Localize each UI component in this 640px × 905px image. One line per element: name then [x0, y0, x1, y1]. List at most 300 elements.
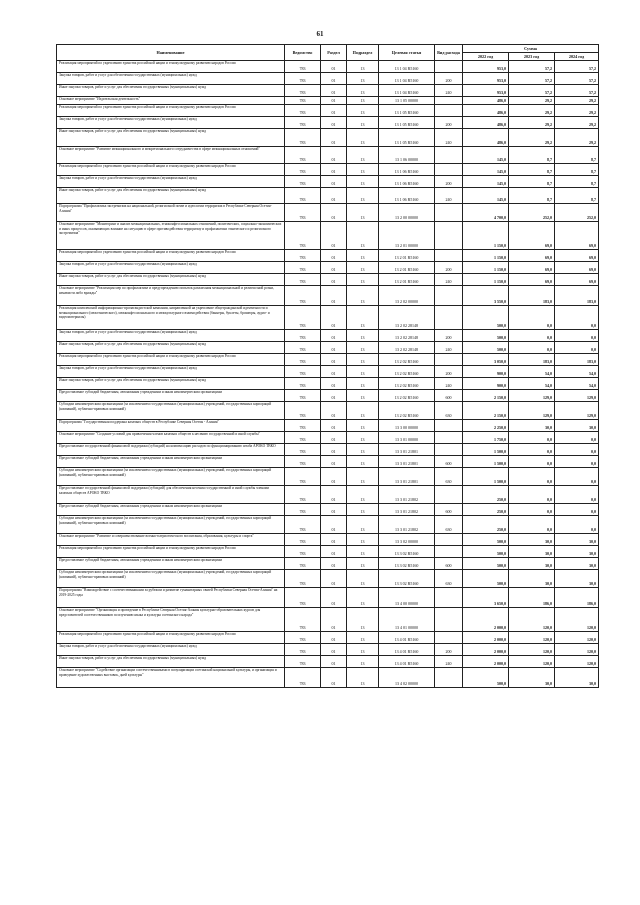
cell-sum-2023: 57,2 [509, 61, 555, 73]
cell-sum-2023: 0,0 [509, 306, 555, 330]
cell-name: Субсидии некоммерческим организациям (за исключением государственных (муниципальных) учреждений, государственных корпораций (компаний), публично-правовых компаний) [57, 570, 285, 588]
cell-subsection: 13 [347, 378, 379, 390]
cell-expense-type [435, 105, 463, 117]
cell-sum-2022: 4 700,0 [463, 204, 509, 222]
cell-name: Основное мероприятие "Реализация мер по профилактике и предупреждению попыток разжигания межнациональной и религиозной розни, ненависти либо вражды" [57, 286, 285, 306]
budget-table [56, 44, 599, 688]
cell-name: Реализация мероприятий по укреплению единства российской нации и этнокультурному развитию народов России [57, 354, 285, 366]
header-target-article: Целевая статья [379, 45, 435, 61]
cell-sum-2022: 900,0 [463, 378, 509, 390]
cell-target-article: 13 3 01 21802 [379, 504, 435, 516]
cell-department: 783 [285, 147, 321, 164]
cell-sum-2024: 186,0 [555, 588, 599, 608]
cell-department: 783 [285, 534, 321, 546]
cell-sum-2024: 120,0 [555, 632, 599, 644]
cell-department: 783 [285, 432, 321, 444]
cell-sum-2024: 69,0 [555, 250, 599, 262]
cell-name: Иные закупки товаров, работ и услуг для обеспечения государственных (муниципальных) нужд [57, 342, 285, 354]
cell-sum-2022: 486,0 [463, 129, 509, 147]
cell-section: 01 [321, 516, 347, 534]
cell-target-article: 13 3 01 21801 [379, 456, 435, 468]
cell-expense-type [435, 164, 463, 176]
cell-sum-2023: 69,0 [509, 222, 555, 250]
cell-sum-2024: 30,0 [555, 558, 599, 570]
cell-sum-2023: 30,0 [509, 570, 555, 588]
cell-section: 01 [321, 546, 347, 558]
cell-expense-type [435, 61, 463, 73]
cell-target-article: 13 3 02 R5160 [379, 558, 435, 570]
cell-target-article: 13 2 00 00000 [379, 204, 435, 222]
cell-sum-2024: 69,0 [555, 262, 599, 274]
cell-subsection: 13 [347, 97, 379, 105]
cell-sum-2024: 30,0 [555, 570, 599, 588]
cell-target-article: 13 2 01 R5160 [379, 250, 435, 262]
cell-section: 01 [321, 73, 347, 85]
cell-section: 01 [321, 456, 347, 468]
cell-department: 783 [285, 73, 321, 85]
cell-sum-2022: 145,0 [463, 176, 509, 188]
cell-name: Иные закупки товаров, работ и услуг для обеспечения государственных (муниципальных) нужд [57, 656, 285, 668]
cell-subsection: 13 [347, 588, 379, 608]
cell-name: Реализация мероприятий по укреплению единства российской нации и этнокультурному развитию народов России [57, 632, 285, 644]
cell-name: Реализация мероприятий по укреплению единства российской нации и этнокультурному развитию народов России [57, 164, 285, 176]
cell-department: 783 [285, 390, 321, 402]
cell-sum-2024: 29,2 [555, 117, 599, 129]
cell-section: 01 [321, 342, 347, 354]
cell-subsection: 13 [347, 668, 379, 688]
cell-name: Предоставление субсидий бюджетным, автономным учреждениям и иным некоммерческим организациям [57, 390, 285, 402]
cell-expense-type [435, 147, 463, 164]
cell-section: 01 [321, 644, 347, 656]
table-row [57, 117, 599, 129]
cell-sum-2022: 500,0 [463, 558, 509, 570]
cell-sum-2023: 0,0 [509, 504, 555, 516]
cell-sum-2024: 120,0 [555, 644, 599, 656]
cell-section: 01 [321, 354, 347, 366]
cell-sum-2024: 0,0 [555, 330, 599, 342]
cell-sum-2024: 0,0 [555, 468, 599, 486]
cell-sum-2023: 183,0 [509, 354, 555, 366]
cell-sum-2024: 0,0 [555, 456, 599, 468]
cell-sum-2022: 1 750,0 [463, 432, 509, 444]
cell-target-article: 13 2 02 R5160 [379, 354, 435, 366]
cell-expense-type: 240 [435, 188, 463, 204]
table-row [57, 668, 599, 688]
table-row [57, 456, 599, 468]
cell-sum-2022: 3 050,0 [463, 354, 509, 366]
page-number: 61 [316, 30, 324, 38]
cell-subsection: 13 [347, 105, 379, 117]
cell-sum-2023: 183,0 [509, 286, 555, 306]
cell-sum-2022: 1 150,0 [463, 274, 509, 286]
cell-expense-type [435, 250, 463, 262]
cell-sum-2022: 1 150,0 [463, 222, 509, 250]
cell-name: Реализация мероприятий по укреплению единства российской нации и этнокультурному развитию народов России [57, 546, 285, 558]
cell-sum-2022: 2 000,0 [463, 644, 509, 656]
cell-department: 783 [285, 176, 321, 188]
cell-department: 783 [285, 656, 321, 668]
table-row [57, 588, 599, 608]
header-name: Наименование [57, 45, 285, 61]
cell-subsection: 13 [347, 306, 379, 330]
table-row [57, 164, 599, 176]
cell-expense-type: 240 [435, 342, 463, 354]
cell-expense-type [435, 444, 463, 456]
cell-sum-2024: 8,7 [555, 176, 599, 188]
cell-target-article: 13 2 02 28148 [379, 306, 435, 330]
cell-name: Субсидии некоммерческим организациям (за исключением государственных (муниципальных) учреждений, государственных корпораций (компаний), публично-правовых компаний) [57, 516, 285, 534]
cell-section: 01 [321, 188, 347, 204]
cell-expense-type: 600 [435, 390, 463, 402]
cell-department: 783 [285, 85, 321, 97]
table-row [57, 444, 599, 456]
cell-section: 01 [321, 330, 347, 342]
cell-name: Закупка товаров, работ и услуг для обеспечения государственных (муниципальных) нужд [57, 366, 285, 378]
cell-department: 783 [285, 286, 321, 306]
table-row [57, 147, 599, 164]
cell-expense-type [435, 222, 463, 250]
cell-department: 783 [285, 129, 321, 147]
cell-section: 01 [321, 420, 347, 432]
cell-section: 01 [321, 668, 347, 688]
cell-sum-2023: 30,0 [509, 558, 555, 570]
cell-sum-2023: 120,0 [509, 656, 555, 668]
cell-expense-type: 630 [435, 516, 463, 534]
table-row [57, 420, 599, 432]
cell-subsection: 13 [347, 468, 379, 486]
cell-sum-2022: 2 150,0 [463, 402, 509, 420]
cell-section: 01 [321, 608, 347, 632]
cell-target-article: 13 1 06 R5160 [379, 176, 435, 188]
cell-expense-type: 240 [435, 274, 463, 286]
cell-sum-2024: 30,0 [555, 534, 599, 546]
cell-subsection: 13 [347, 330, 379, 342]
cell-department: 783 [285, 644, 321, 656]
cell-section: 01 [321, 129, 347, 147]
table-row [57, 608, 599, 632]
cell-sum-2024: 129,0 [555, 390, 599, 402]
cell-sum-2022: 145,0 [463, 188, 509, 204]
cell-section: 01 [321, 558, 347, 570]
table-row [57, 97, 599, 105]
cell-expense-type: 240 [435, 129, 463, 147]
cell-subsection: 13 [347, 644, 379, 656]
cell-section: 01 [321, 250, 347, 262]
cell-target-article: 13 2 01 00000 [379, 222, 435, 250]
cell-sum-2022: 250,0 [463, 504, 509, 516]
cell-name: Реализация комплексной информационно-пропагандистской кампании, направленной на укрепление общегражданской идентичности и межнационального (межэтнического), межконфессионального и межкультурного взаимодействия (баннеры, буклеты, брошюры, аудио- и видеоматериалы) [57, 306, 285, 330]
cell-subsection: 13 [347, 516, 379, 534]
cell-expense-type: 240 [435, 656, 463, 668]
cell-department: 783 [285, 354, 321, 366]
cell-subsection: 13 [347, 147, 379, 164]
cell-subsection: 13 [347, 342, 379, 354]
cell-name: Предоставление субсидий бюджетным, автономным учреждениям и иным некоммерческим организациям [57, 504, 285, 516]
cell-sum-2022: 250,0 [463, 516, 509, 534]
cell-name: Иные закупки товаров, работ и услуг для обеспечения государственных (муниципальных) нужд [57, 378, 285, 390]
cell-sum-2022: 1 500,0 [463, 468, 509, 486]
cell-expense-type: 200 [435, 330, 463, 342]
cell-section: 01 [321, 656, 347, 668]
cell-sum-2024: 129,0 [555, 402, 599, 420]
cell-sum-2023: 0,0 [509, 432, 555, 444]
cell-sum-2024: 30,0 [555, 420, 599, 432]
header-expense-type: Вид расхода [435, 45, 463, 61]
cell-sum-2023: 8,7 [509, 147, 555, 164]
cell-department: 783 [285, 468, 321, 486]
cell-name: Реализация мероприятий по укреплению единства российской нации и этнокультурному развитию народов России [57, 105, 285, 117]
cell-name: Подпрограмма "Государственная поддержка казачьих обществ в Республике Северная Осетия - Алания" [57, 420, 285, 432]
cell-expense-type: 630 [435, 570, 463, 588]
cell-expense-type: 200 [435, 366, 463, 378]
cell-sum-2023: 54,0 [509, 378, 555, 390]
cell-target-article: 13 1 04 R5160 [379, 85, 435, 97]
cell-department: 783 [285, 570, 321, 588]
cell-subsection: 13 [347, 608, 379, 632]
cell-target-article: 13 4 02 00000 [379, 668, 435, 688]
cell-target-article: 13 3 02 R5160 [379, 570, 435, 588]
cell-sum-2023: 57,2 [509, 73, 555, 85]
cell-name: Основное мероприятие "Мониторинг и анализ межнациональных, этноконфессиональных отношений, политических, социально-экономических и иных процессов, оказывающих влияние на ситуацию в сфере противодействия терроризму и профилактики этнического и религиозного экстремизма" [57, 222, 285, 250]
cell-sum-2023: 0,0 [509, 516, 555, 534]
table-row [57, 85, 599, 97]
cell-subsection: 13 [347, 444, 379, 456]
cell-target-article: 13 4 01 00000 [379, 608, 435, 632]
cell-expense-type: 200 [435, 262, 463, 274]
cell-name: Основное мероприятие "Издательская деятельность" [57, 97, 285, 105]
cell-target-article: 13 4 01 R5160 [379, 644, 435, 656]
cell-section: 01 [321, 444, 347, 456]
cell-subsection: 13 [347, 456, 379, 468]
cell-sum-2023: 69,0 [509, 250, 555, 262]
header-subsection: Подраздел [347, 45, 379, 61]
cell-sum-2022: 2 150,0 [463, 390, 509, 402]
cell-subsection: 13 [347, 204, 379, 222]
cell-subsection: 13 [347, 129, 379, 147]
cell-name: Основное мероприятие "Создание условий для привлечения членов казачьих обществ к несению государственной и иной службы" [57, 432, 285, 444]
cell-section: 01 [321, 432, 347, 444]
table-row [57, 570, 599, 588]
cell-subsection: 13 [347, 432, 379, 444]
cell-subsection: 13 [347, 504, 379, 516]
cell-sum-2024: 0,0 [555, 432, 599, 444]
cell-sum-2023: 29,2 [509, 129, 555, 147]
header-section: Раздел [321, 45, 347, 61]
cell-sum-2024: 30,0 [555, 546, 599, 558]
cell-subsection: 13 [347, 656, 379, 668]
cell-sum-2022: 3 650,0 [463, 588, 509, 608]
cell-section: 01 [321, 222, 347, 250]
cell-subsection: 13 [347, 486, 379, 504]
cell-name: Основное мероприятие "Развитие межнационального и межрегионального сотрудничества в сфере межнациональных отношений" [57, 147, 285, 164]
cell-section: 01 [321, 97, 347, 105]
cell-subsection: 13 [347, 73, 379, 85]
cell-department: 783 [285, 516, 321, 534]
cell-target-article: 13 3 01 21802 [379, 516, 435, 534]
cell-target-article: 13 1 06 00000 [379, 147, 435, 164]
cell-sum-2024: 0,0 [555, 444, 599, 456]
table-row [57, 250, 599, 262]
cell-department: 783 [285, 342, 321, 354]
cell-section: 01 [321, 274, 347, 286]
table-row [57, 306, 599, 330]
cell-expense-type: 200 [435, 73, 463, 85]
cell-expense-type [435, 486, 463, 504]
table-row [57, 558, 599, 570]
cell-expense-type: 600 [435, 504, 463, 516]
cell-section: 01 [321, 534, 347, 546]
cell-sum-2024: 0,0 [555, 516, 599, 534]
cell-sum-2022: 486,0 [463, 105, 509, 117]
cell-target-article: 13 2 02 28148 [379, 330, 435, 342]
cell-subsection: 13 [347, 274, 379, 286]
cell-name: Предоставление государственной финансовой поддержки (субсидий) для обеспечения несения государственной и иной службы членами казачьих обществ АРОКО ТВКО [57, 486, 285, 504]
cell-department: 783 [285, 588, 321, 608]
cell-sum-2022: 900,0 [463, 366, 509, 378]
cell-department: 783 [285, 668, 321, 688]
cell-target-article: 13 2 02 R5160 [379, 402, 435, 420]
header-sum: Сумма [463, 45, 599, 53]
cell-department: 783 [285, 486, 321, 504]
cell-target-article: 13 1 05 R5160 [379, 105, 435, 117]
cell-sum-2023: 30,0 [509, 534, 555, 546]
cell-sum-2024: 29,2 [555, 129, 599, 147]
cell-section: 01 [321, 588, 347, 608]
cell-name: Основное мероприятие "Организация и проведение в Республике Северная Осетия-Алания культурно-образовательных курсов для представителей соотечественников по изучению языка и культуры осетинского народа" [57, 608, 285, 632]
cell-subsection: 13 [347, 570, 379, 588]
cell-sum-2024: 69,0 [555, 274, 599, 286]
cell-name: Предоставление государственной финансовой поддержки (субсидий) на компенсацию расходов по функционированию штаба АРОКО ТВКО [57, 444, 285, 456]
table-row [57, 342, 599, 354]
cell-department: 783 [285, 306, 321, 330]
table-row [57, 330, 599, 342]
cell-sum-2023: 29,2 [509, 97, 555, 105]
cell-expense-type [435, 420, 463, 432]
cell-subsection: 13 [347, 286, 379, 306]
cell-sum-2023: 30,0 [509, 420, 555, 432]
cell-sum-2023: 186,0 [509, 588, 555, 608]
cell-subsection: 13 [347, 546, 379, 558]
cell-name: Закупка товаров, работ и услуг для обеспечения государственных (муниципальных) нужд [57, 117, 285, 129]
cell-sum-2022: 500,0 [463, 342, 509, 354]
cell-department: 783 [285, 378, 321, 390]
cell-sum-2024: 57,2 [555, 73, 599, 85]
table-row [57, 366, 599, 378]
cell-sum-2022: 953,0 [463, 73, 509, 85]
cell-sum-2024: 0,0 [555, 342, 599, 354]
table-row [57, 73, 599, 85]
cell-sum-2022: 145,0 [463, 147, 509, 164]
cell-expense-type: 630 [435, 468, 463, 486]
cell-name: Подпрограмма "Взаимодействие с соотечественниками за рубежом и развитие гуманитарных связей Республики Северная Осетия-Алания" на 2019-2025 годы [57, 588, 285, 608]
cell-target-article: 13 1 06 R5160 [379, 164, 435, 176]
cell-section: 01 [321, 164, 347, 176]
cell-sum-2022: 3 550,0 [463, 286, 509, 306]
cell-sum-2022: 500,0 [463, 330, 509, 342]
cell-sum-2023: 30,0 [509, 546, 555, 558]
cell-section: 01 [321, 390, 347, 402]
table-body [57, 61, 599, 688]
cell-name: Закупка товаров, работ и услуг для обеспечения государственных (муниципальных) нужд [57, 262, 285, 274]
table-row [57, 262, 599, 274]
cell-name: Субсидии некоммерческим организациям (за исключением государственных (муниципальных) учреждений, государственных корпораций (компаний), публично-правовых компаний) [57, 402, 285, 420]
cell-target-article: 13 4 00 00000 [379, 588, 435, 608]
cell-department: 783 [285, 262, 321, 274]
cell-department: 783 [285, 222, 321, 250]
cell-department: 783 [285, 444, 321, 456]
cell-name: Реализация мероприятий по укреплению единства российской нации и этнокультурному развитию народов России [57, 61, 285, 73]
cell-target-article: 13 3 02 R5160 [379, 546, 435, 558]
cell-sum-2023: 8,7 [509, 176, 555, 188]
cell-sum-2023: 57,2 [509, 85, 555, 97]
cell-subsection: 13 [347, 85, 379, 97]
cell-sum-2023: 120,0 [509, 632, 555, 644]
cell-sum-2022: 1 150,0 [463, 250, 509, 262]
table-row [57, 432, 599, 444]
cell-target-article: 13 1 06 R5160 [379, 188, 435, 204]
cell-department: 783 [285, 164, 321, 176]
table-row [57, 390, 599, 402]
cell-sum-2022: 2 000,0 [463, 632, 509, 644]
cell-target-article: 13 4 01 R5160 [379, 632, 435, 644]
cell-target-article: 13 2 02 R5160 [379, 366, 435, 378]
table-row [57, 274, 599, 286]
cell-target-article: 13 2 02 R5160 [379, 378, 435, 390]
cell-sum-2023: 120,0 [509, 644, 555, 656]
table-row [57, 546, 599, 558]
cell-sum-2023: 29,2 [509, 117, 555, 129]
cell-department: 783 [285, 366, 321, 378]
cell-sum-2024: 30,0 [555, 668, 599, 688]
cell-department: 783 [285, 402, 321, 420]
cell-section: 01 [321, 176, 347, 188]
table-row [57, 656, 599, 668]
cell-section: 01 [321, 504, 347, 516]
cell-sum-2024: 120,0 [555, 608, 599, 632]
cell-expense-type [435, 432, 463, 444]
cell-sum-2022: 250,0 [463, 486, 509, 504]
cell-section: 01 [321, 117, 347, 129]
cell-sum-2022: 1 500,0 [463, 456, 509, 468]
cell-target-article: 13 2 01 R5160 [379, 274, 435, 286]
cell-department: 783 [285, 608, 321, 632]
cell-sum-2024: 183,0 [555, 354, 599, 366]
cell-department: 783 [285, 632, 321, 644]
cell-section: 01 [321, 61, 347, 73]
cell-sum-2023: 0,0 [509, 342, 555, 354]
cell-subsection: 13 [347, 632, 379, 644]
cell-subsection: 13 [347, 366, 379, 378]
cell-department: 783 [285, 250, 321, 262]
header-year-2024: 2024 год [555, 53, 599, 61]
cell-department: 783 [285, 97, 321, 105]
cell-sum-2024: 57,2 [555, 85, 599, 97]
cell-section: 01 [321, 306, 347, 330]
cell-expense-type: 600 [435, 558, 463, 570]
cell-subsection: 13 [347, 188, 379, 204]
cell-sum-2023: 0,0 [509, 444, 555, 456]
table-row [57, 204, 599, 222]
cell-subsection: 13 [347, 61, 379, 73]
cell-department: 783 [285, 420, 321, 432]
cell-target-article: 13 4 01 R5160 [379, 656, 435, 668]
cell-sum-2024: 8,7 [555, 164, 599, 176]
cell-sum-2022: 500,0 [463, 668, 509, 688]
cell-department: 783 [285, 456, 321, 468]
cell-sum-2024: 8,7 [555, 188, 599, 204]
cell-sum-2022: 2 000,0 [463, 608, 509, 632]
cell-section: 01 [321, 204, 347, 222]
